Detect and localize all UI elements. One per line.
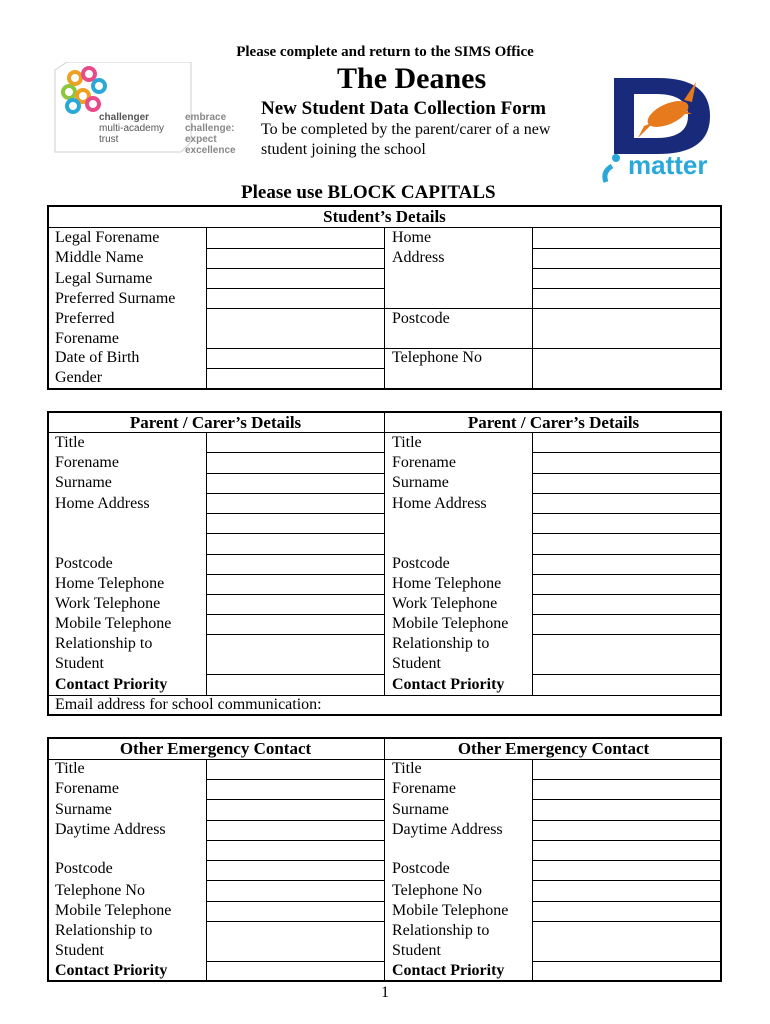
p2-label-postcode: Postcode: [392, 555, 450, 572]
e2-label-contact-priority: Contact Priority: [392, 962, 505, 979]
label-legal-surname: Legal Surname: [55, 270, 153, 287]
p2-label-home-address: Home Address: [392, 495, 487, 512]
p1-forename-field[interactable]: [207, 453, 383, 472]
parent-1-heading: Parent / Carer’s Details: [129, 413, 302, 432]
p2-label-mobile-telephone: Mobile Telephone: [392, 615, 509, 632]
e1-label-mobile-telephone: Mobile Telephone: [55, 902, 172, 919]
legal-surname-field[interactable]: [207, 269, 383, 287]
p2-surname-field[interactable]: [533, 474, 720, 492]
challenger-logo-graphic: [53, 62, 258, 154]
e2-label-title: Title: [392, 760, 422, 777]
p2-title-field[interactable]: [533, 433, 720, 451]
email-address-field[interactable]: [362, 696, 720, 714]
instruction-text: [261, 120, 606, 160]
p1-label-home-telephone: Home Telephone: [55, 575, 165, 592]
deanes-imatter-logo: [588, 64, 754, 204]
e2-label-relationship-2: Student: [392, 942, 441, 959]
p2-label-relationship-1: Relationship to: [392, 635, 490, 652]
e2-contact-priority-field[interactable]: [533, 962, 720, 980]
label-middle-name: Middle Name: [55, 249, 144, 266]
p2-contact-priority-field[interactable]: [533, 675, 720, 694]
gender-field[interactable]: [207, 369, 383, 388]
label-email-address: Email address for school communication:: [55, 696, 322, 713]
e1-label-relationship-2: Student: [55, 942, 104, 959]
middle-name-field[interactable]: [207, 249, 383, 267]
preferred-surname-field[interactable]: [207, 289, 383, 307]
e1-label-surname: Surname: [55, 801, 112, 818]
page-number: 1: [381, 984, 389, 1001]
e2-forename-field[interactable]: [533, 780, 720, 798]
e1-mobile-telephone-field[interactable]: [207, 902, 383, 920]
label-telephone-no: Telephone No: [392, 349, 482, 366]
e1-forename-field[interactable]: [207, 780, 383, 798]
school-name: The Deanes: [337, 62, 487, 95]
e2-label-surname: Surname: [392, 801, 449, 818]
home-address-field[interactable]: [533, 228, 720, 307]
p1-label-mobile-telephone: Mobile Telephone: [55, 615, 172, 632]
label-legal-forename: Legal Forename: [55, 229, 160, 246]
i-matter-logo: [605, 150, 708, 182]
telephone-field[interactable]: [533, 349, 720, 388]
svg-text:challenge:: challenge:: [185, 123, 235, 134]
p1-label-surname: Surname: [55, 474, 112, 491]
svg-text:challenger: challenger: [99, 112, 150, 123]
p2-home-address-field[interactable]: [533, 494, 720, 553]
e1-telephone-field[interactable]: [207, 881, 383, 900]
e2-label-forename: Forename: [392, 780, 456, 797]
p2-label-relationship-2: Student: [392, 655, 441, 672]
p1-relationship-field[interactable]: [207, 635, 383, 673]
instruction-line-1: To be completed by the parent/carer of a new: [261, 121, 551, 138]
e2-mobile-telephone-field[interactable]: [533, 902, 720, 920]
e1-label-telephone-no: Telephone No: [55, 882, 145, 899]
svg-text:excellence: excellence: [185, 145, 236, 154]
parent-2-heading: Parent / Carer’s Details: [467, 413, 640, 432]
student-details-heading: Student’s Details: [323, 207, 446, 226]
e1-label-title: Title: [55, 760, 85, 777]
preferred-forename-field[interactable]: [207, 309, 383, 347]
label-gender: Gender: [55, 369, 103, 386]
p2-label-surname: Surname: [392, 474, 449, 491]
e1-label-postcode: Postcode: [55, 860, 113, 877]
block-capitals-note: Please use BLOCK CAPITALS: [241, 182, 496, 203]
p1-label-home-address: Home Address: [55, 495, 150, 512]
svg-text:expect: expect: [185, 134, 217, 145]
p1-label-contact-priority: Contact Priority: [55, 676, 168, 693]
e1-label-daytime-address: Daytime Address: [55, 821, 166, 838]
e2-label-relationship-1: Relationship to: [392, 922, 490, 939]
label-preferred-forename-2: Forename: [55, 330, 119, 347]
label-address: Address: [392, 249, 445, 266]
e2-title-field[interactable]: [533, 760, 720, 778]
e1-contact-priority-field[interactable]: [207, 962, 383, 980]
legal-forename-field[interactable]: [207, 228, 383, 247]
e2-daytime-address-field[interactable]: [533, 821, 720, 859]
p1-home-address-field[interactable]: [207, 494, 383, 553]
svg-text:matter: matter: [628, 150, 708, 180]
e1-label-forename: Forename: [55, 780, 119, 797]
e1-daytime-address-field[interactable]: [207, 821, 383, 859]
e2-label-postcode: Postcode: [392, 860, 450, 877]
p1-work-telephone-field[interactable]: [207, 595, 383, 613]
e1-postcode-field[interactable]: [207, 861, 383, 879]
p1-contact-priority-field[interactable]: [207, 675, 383, 694]
p2-home-telephone-field[interactable]: [533, 575, 720, 593]
p2-postcode-field[interactable]: [533, 555, 720, 573]
challenger-trust-logo: [53, 62, 258, 154]
p1-label-postcode: Postcode: [55, 555, 113, 572]
p1-mobile-telephone-field[interactable]: [207, 615, 383, 633]
p2-mobile-telephone-field[interactable]: [533, 615, 720, 633]
label-date-of-birth: Date of Birth: [55, 349, 140, 366]
e2-label-telephone-no: Telephone No: [392, 882, 482, 899]
p2-label-contact-priority: Contact Priority: [392, 676, 505, 693]
p2-label-home-telephone: Home Telephone: [392, 575, 502, 592]
e1-title-field[interactable]: [207, 760, 383, 778]
knot-icon: [63, 68, 105, 112]
p2-label-title: Title: [392, 434, 422, 451]
svg-text:multi-academy: multi-academy: [99, 123, 165, 134]
label-preferred-surname: Preferred Surname: [55, 290, 176, 307]
p2-label-forename: Forename: [392, 454, 456, 471]
p1-home-telephone-field[interactable]: [207, 575, 383, 593]
p1-title-field[interactable]: [207, 433, 383, 451]
date-of-birth-field[interactable]: [207, 349, 383, 367]
form-title: New Student Data Collection Form: [261, 98, 546, 119]
emergency-2-heading: Other Emergency Contact: [457, 739, 650, 758]
emergency-1-heading: Other Emergency Contact: [119, 739, 312, 758]
p1-label-forename: Forename: [55, 454, 119, 471]
e2-surname-field[interactable]: [533, 800, 720, 819]
p1-label-work-telephone: Work Telephone: [55, 595, 161, 612]
e2-label-mobile-telephone: Mobile Telephone: [392, 902, 509, 919]
p1-postcode-field[interactable]: [207, 555, 383, 573]
label-postcode: Postcode: [392, 310, 450, 327]
svg-text:embrace: embrace: [185, 112, 227, 123]
e1-relationship-field[interactable]: [207, 922, 383, 960]
svg-text:trust: trust: [99, 134, 119, 145]
p2-work-telephone-field[interactable]: [533, 595, 720, 613]
instruction-line-2: student joining the school: [261, 141, 426, 158]
p1-label-title: Title: [55, 434, 85, 451]
p1-surname-field[interactable]: [207, 474, 383, 492]
label-preferred-forename-1: Preferred: [55, 310, 115, 327]
p1-label-relationship-2: Student: [55, 655, 104, 672]
postcode-field[interactable]: [533, 309, 720, 347]
e2-postcode-field[interactable]: [533, 861, 720, 879]
p2-label-work-telephone: Work Telephone: [392, 595, 498, 612]
label-home: Home: [392, 229, 432, 246]
p1-label-relationship-1: Relationship to: [55, 635, 153, 652]
p2-forename-field[interactable]: [533, 453, 720, 472]
e1-surname-field[interactable]: [207, 800, 383, 819]
top-note: Please complete and return to the SIMS Office: [236, 44, 534, 60]
e2-label-daytime-address: Daytime Address: [392, 821, 503, 838]
deanes-logo-graphic: [588, 64, 754, 204]
e2-relationship-field[interactable]: [533, 922, 720, 960]
e1-label-relationship-1: Relationship to: [55, 922, 153, 939]
e2-telephone-field[interactable]: [533, 881, 720, 900]
p2-relationship-field[interactable]: [533, 635, 720, 673]
e1-label-contact-priority: Contact Priority: [55, 962, 168, 979]
